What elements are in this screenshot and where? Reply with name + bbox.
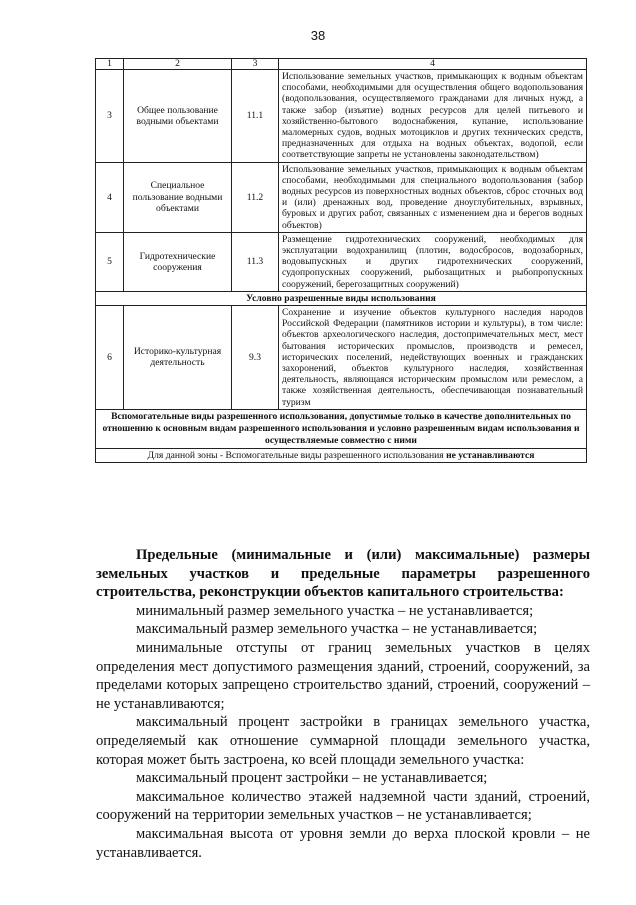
use-type-name: Специальное пользование водными объектами (124, 162, 232, 232)
row-number: 5 (96, 232, 124, 291)
use-type-description: Размещение гидротехнических сооружений, необходимых для эксплуатации водохранилищ (плотин, водосбросов, водозаборных, водовыпускных и других гидротехнических сооружений, судопропускных сооружений, рыбозащитных и рыбопропускных сооружений, берегозащитных сооружений) (279, 232, 587, 291)
zone-note-row (96, 448, 587, 462)
page-number: 38 (310, 28, 326, 43)
parameter-line: максимальный размер земельного участка – не устанавливается; (136, 621, 538, 638)
use-type-code: 9.3 (232, 306, 279, 410)
row-number: 3 (96, 70, 124, 163)
table-header-row (96, 59, 587, 70)
table-row (96, 70, 587, 163)
table-header-cell: 2 (124, 59, 232, 70)
parameters-heading: Предельные (минимальные и (или) максимальные) размеры земельных участков и предельные параметры разрешенного строительства, реконструкции объектов капитального строительства: (96, 547, 590, 601)
table-row (96, 162, 587, 232)
table-header-cell: 4 (279, 59, 587, 70)
auxiliary-heading-row (96, 409, 587, 448)
table-header-cell: 3 (232, 59, 279, 70)
parameter-line: максимальный процент застройки – не устанавливается; (136, 770, 488, 787)
parameters-section (96, 546, 590, 862)
use-type-code: 11.1 (232, 70, 279, 163)
table-row (96, 306, 587, 410)
row-number: 6 (96, 306, 124, 410)
parameter-line: минимальные отступы от границ земельных участков в целях определения мест допустимого размещения зданий, строений, сооружений, за пределами которых запрещено строительство зданий, строений, сооружений – не устанавливаются; (96, 639, 590, 712)
use-type-code: 11.3 (232, 232, 279, 291)
zone-note-text: Для данной зоны - Вспомогательные виды разрешенного использования (147, 449, 447, 461)
use-type-code: 11.2 (232, 162, 279, 232)
conditional-uses-heading: Условно разрешенные виды использования (96, 291, 587, 305)
use-type-name: Историко-культурная деятельность (124, 306, 232, 410)
table-header-cell: 1 (96, 59, 124, 70)
use-type-name: Гидротехнические сооружения (124, 232, 232, 291)
parameter-line: минимальный размер земельного участка – не устанавливается; (136, 602, 534, 619)
use-type-name: Общее пользование водными объектами (124, 70, 232, 163)
auxiliary-uses-heading: Вспомогательные виды разрешенного использования, допустимые только в качестве дополнительных по отношению к основным видам разрешенного использования и условно разрешенным видам использования и осуществляемые совместно с ними (96, 409, 587, 448)
use-type-description: Использование земельных участков, примыкающих к водным объектам способами, необходимыми для осуществления общего водопользования (водопользования, осуществляемого гражданами для личных нужд, а также забор (изъятие) водных ресурсов для целей питьевого и хозяйственно-бытового водоснабжения, купание, использование маломерных судов, водных мотоциклов и других технических средств, предназначенных для отдыха на водных объектах, водопой, если соответствующие запреты не установлены законодательством) (279, 70, 587, 163)
parameter-line: максимальная высота от уровня земли до верха плоской кровли – не устанавливается. (96, 825, 590, 861)
parameter-line: максимальный процент застройки в границах земельного участка, определяемый как отношение суммарной площади земельного участка, которая может быть застроена, ко всей площади земельного участка: (96, 714, 590, 768)
section-heading-row (96, 291, 587, 305)
row-number: 4 (96, 162, 124, 232)
use-type-description: Использование земельных участков, примыкающих к водным объектам способами, необходимыми для специального водопользования (забор водных ресурсов из поверхностных водных объектов, сброс сточных вод и (или) дренажных вод, проведение дноуглубительных, взрывных, буровых и других работ, связанных с изменением дна и берегов водных объектов) (279, 162, 587, 232)
table-row (96, 232, 587, 291)
use-type-description: Сохранение и изучение объектов культурного наследия народов Российской Федерации (памятников истории и культуры), в том числе: объектов археологического наследия, достопримечательных мест, мест бытования исторических промыслов, производств и ремесел, исторических поселений, недействующих военных и гражданских захоронений, объектов культурного наследия, хозяйственная деятельность, являющаяся историческим промыслом или ремеслом, а также хозяйственная деятельность, обеспечивающая познавательный туризм (279, 306, 587, 410)
permitted-use-table (95, 58, 587, 463)
parameter-line: максимальное количество этажей надземной части зданий, строений, сооружений на территории земельных участков – не устанавливается; (96, 788, 590, 824)
zone-note-emphasis: не устанавливаются (446, 449, 535, 461)
zone-note (96, 448, 587, 462)
